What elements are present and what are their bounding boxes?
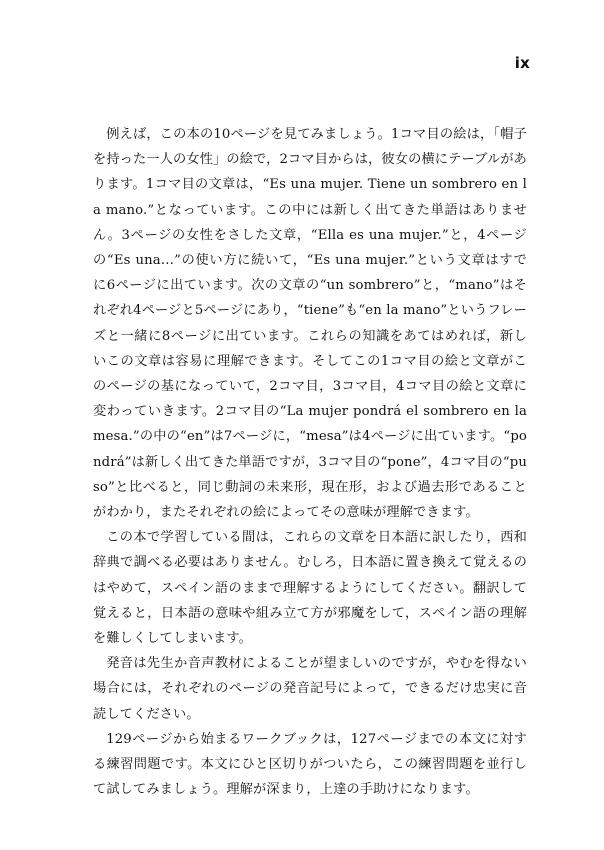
page-number: ix [514,54,530,72]
body-text [93,122,527,802]
paragraph-4: 129ページから始まるワークブックは，127ページまでの本文に対する練習問題です。本文にひと区切りがついたら，この練習問題を並行して試してみましょう。理解が深まり，上達の手助けになります。 [93,731,527,798]
paragraph-2: この本で学習している間は，これらの文章を日本語に訳したり，西和辞典で調べる必要はありません。むしろ，日本語に置き換えて覚えるのはやめて，スペイン語のままで理解するようにしてください。翻訳して覚えると，日本語の意味や組み立て方が邪魔をして，スペイン語の理解を難しくしてしまいます。 [93,530,527,647]
paragraph-1: 例えば，この本の10ページを見てみましょう。1コマ目の絵は，「帽子を持った一人の女性」の絵で，2コマ目からは，彼女の横にテーブルがあります。1コマ目の文章は，“Es una mujer. Tiene un sombrero en la mano.”となっています。この中には新しく出てきた単語はありません。3ページの女性をさした文章，“Ella es una mujer.”と，4ページの“Es una…”の使い方に続いて，“Es una mujer.”という文章はすでに6ページに出ています。次の文章の“un sombrero”と，“mano”はそれぞれ4ページと5ページにあり，“tiene”も“en la mano”というフレーズと一緒に8ページに出ています。これらの知識をあてはめれば，新しいこの文章は容易に理解できます。そしてこの1コマ目の絵と文章がこのページの基になっていて，2コマ目，3コマ目，4コマ目の絵と文章に変わっていきます。2コマ目の“La mujer pondrá el sombrero en la mesa.”の中の“en”は7ページに，“mesa”は4ページに出ています。“pondrá”は新しく出てきた単語ですが，3コマ目の“pone”，4コマ目の“puso”と比べると，同じ動詞の未来形，現在形，および過去形であることがわかり，またそれぞれの絵によってその意味が理解できます。 [93,127,527,521]
paragraph-3: 発音は先生か音声教材によることが望ましいのですが，やむを得ない場合には，それぞれのページの発音記号によって，できるだけ忠実に音読してください。 [93,656,527,722]
